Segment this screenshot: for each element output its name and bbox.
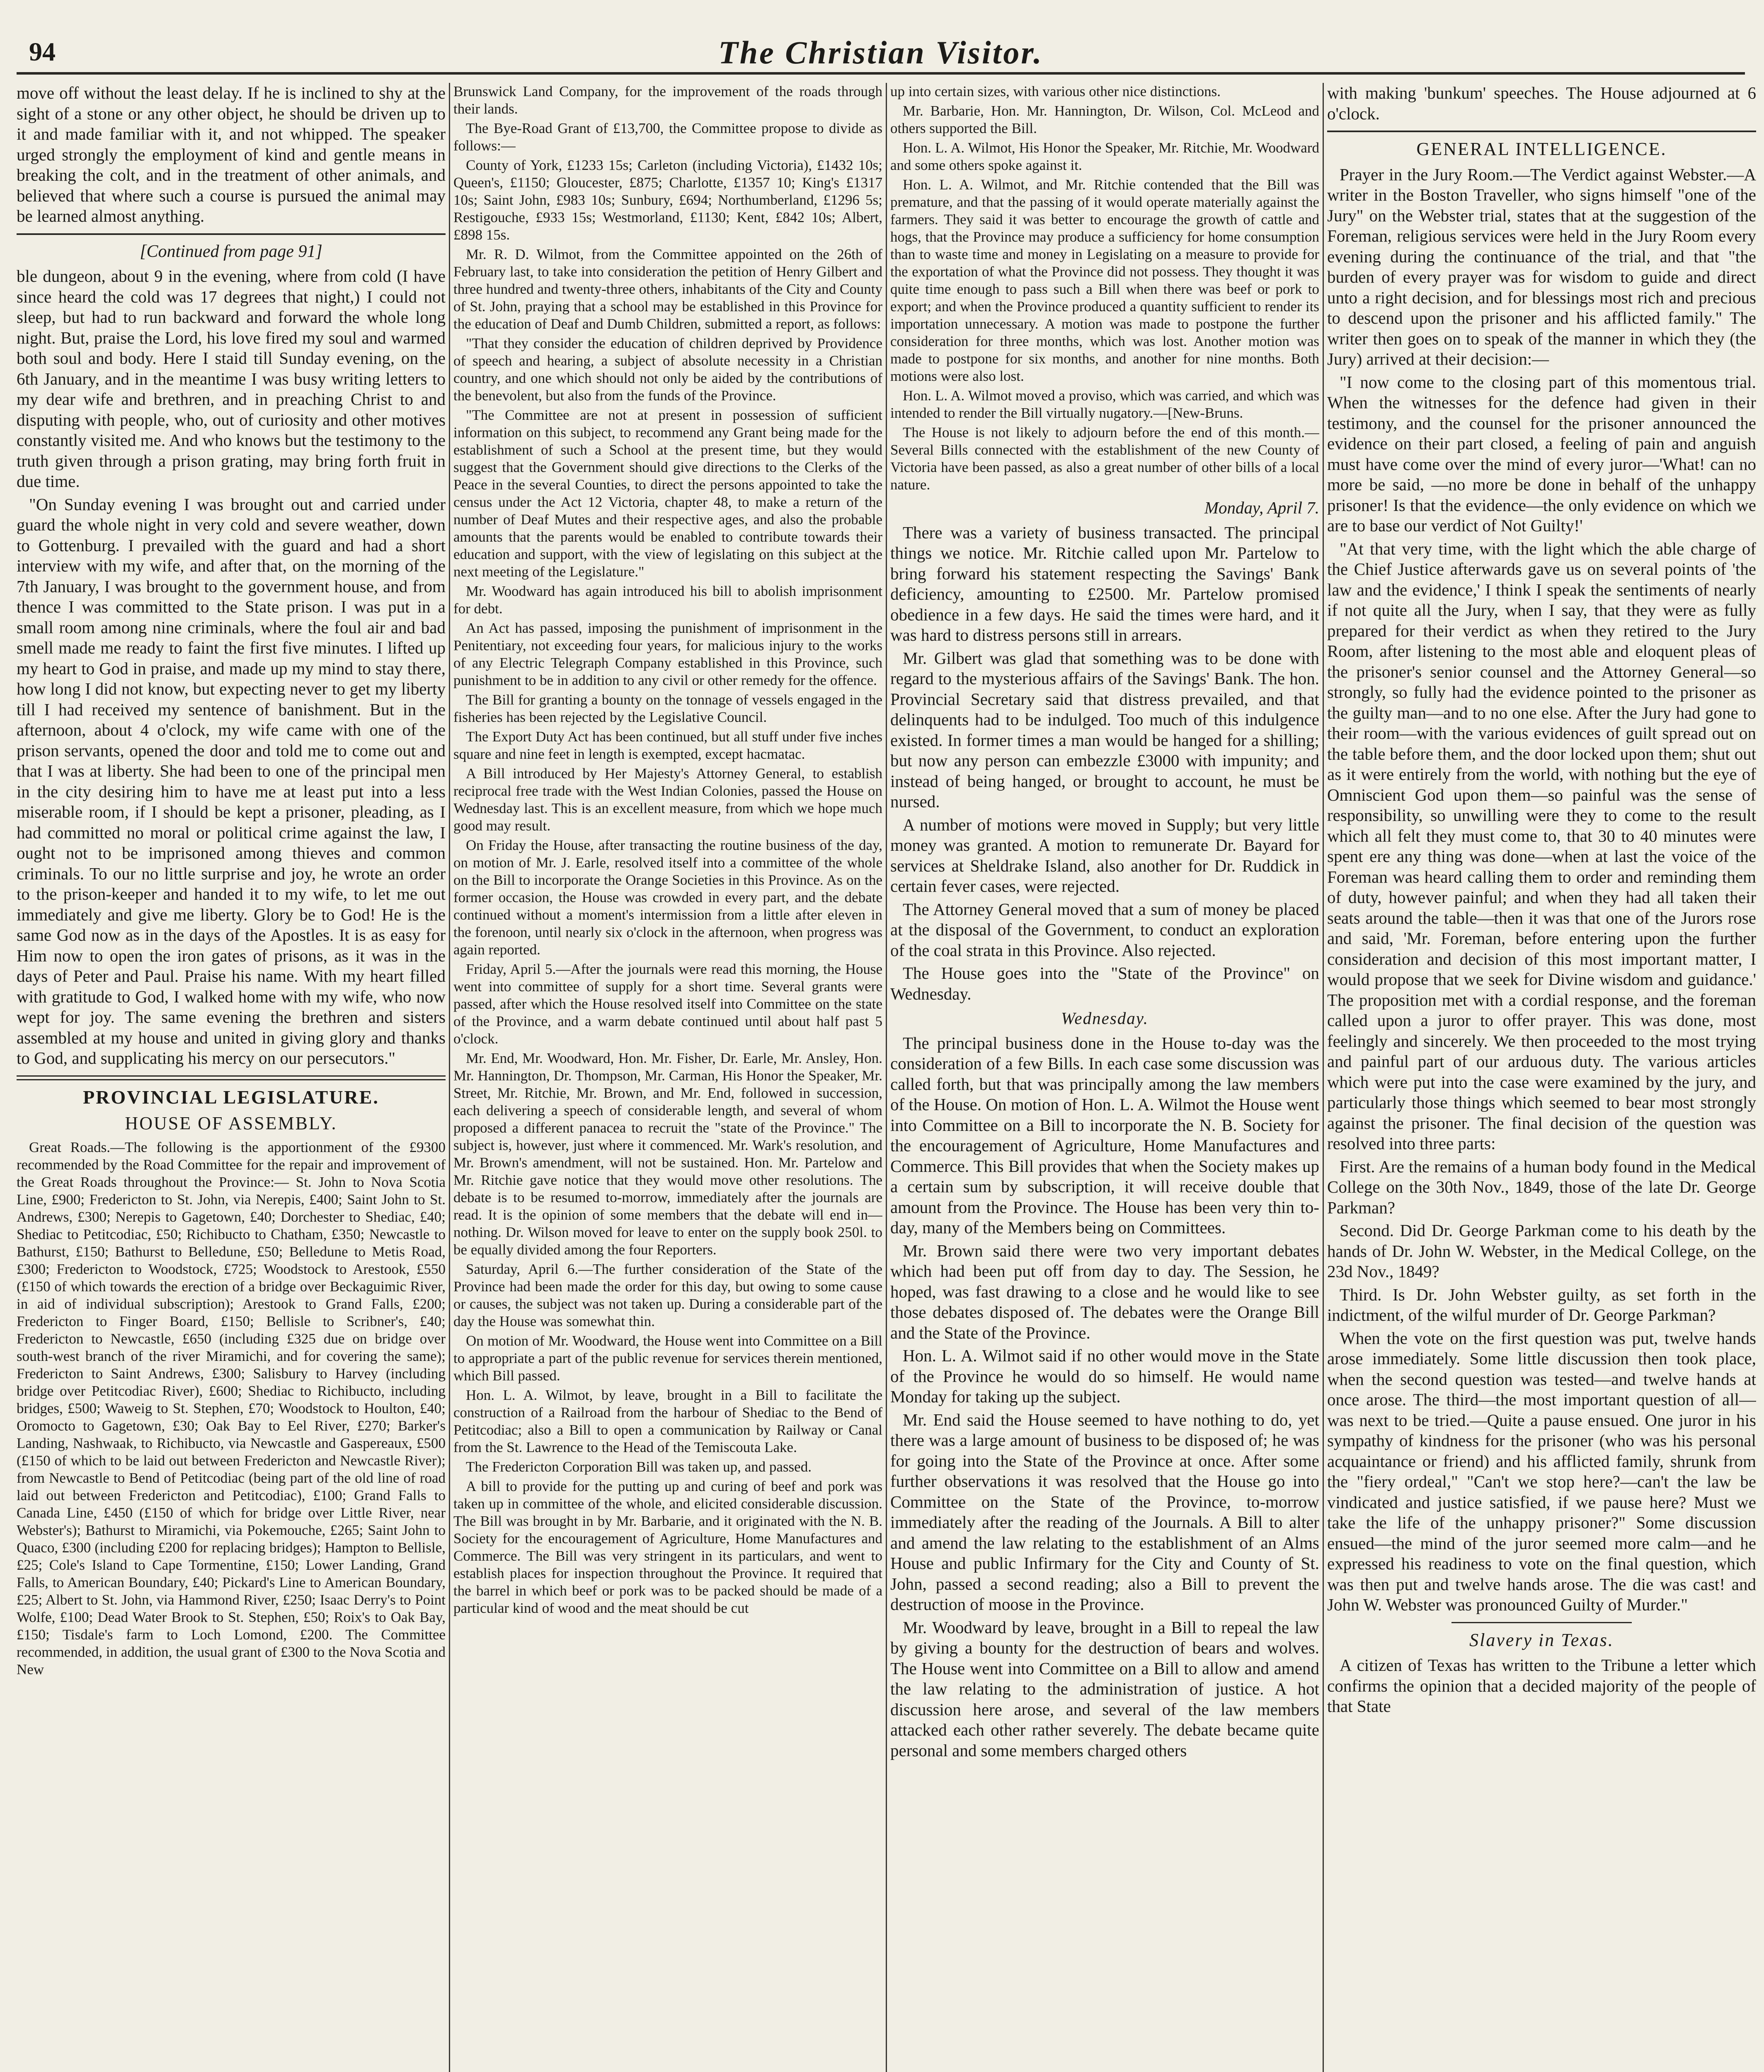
article-paragraph: move off without the least delay. If he is inclined to shy at the sight of a stone or any other object, he should be driven up to it and made familiar with it, and not whipped. The speaker urged strongly the employment of kind and gentle means in breaking the colt, and in the treatment of other animals, and believed that where such a course is pursued the animal may be learned almost anything. (17, 83, 446, 225)
page-number: 94 (29, 37, 56, 66)
column-rule (886, 83, 887, 2072)
article-paragraph: A number of motions were moved in Supply; but very little money was granted. A motion to remunerate Dr. Bayard for services at Sheldrake Island, also another for Dr. Ruddick in certain fever cases, were rejected. (890, 815, 1319, 896)
section-rule (17, 233, 446, 235)
roads-apportionment (17, 1139, 446, 1678)
article-paragraph: A Bill introduced by Her Majesty's Attorney General, to establish reciprocal free trade with the West Indian Colonies, passed the House on Wednesday last. This is an excellent measure, from which we hope much good may result. (453, 765, 882, 834)
article-paragraph: Hon. L. A. Wilmot moved a proviso, which was carried, and which was intended to render the Bill virtually nugatory.—[New-Bruns. (890, 387, 1319, 421)
article-paragraph: First. Are the remains of a human body found in the Medical College on the 30th Nov., 1849, those of the late Dr. George Parkman? (1327, 1157, 1756, 1217)
article-paragraph: Brunswick Land Company, for the improvement of the roads through their lands. (453, 83, 882, 117)
article-paragraph: Great Roads.—The following is the apportionment of the £9300 recommended by the Road Committee for the repair and improvement of the Great Roads throughout the Province:— St. John to Nova Scotia Line, £900; Fredericton to St. John, via Nerepis, £400; Saint John to St. Andrews, £300; Nerepis to Gagetown, £40; Dorchester to Shediac, £40; Shediac to Petitcodiac, £50; Richibucto to Chatham, £350; Newcastle to Bathurst, £150; Bathurst to Belledune, £50; Belledune to Metis Road, £300; Fredericton to Woodstock, £725; Woodstock to Arestook, £550 (£150 of which towards the erection of a bridge over Beckaguimic River, in aid of individual subscription); Arestook to Grand Falls, £200; Fredericton to Finger Board, £150; Bellisle to Scribner's, £40; Fredericton to Newcastle, £650 (including £325 due on bridge over south-west branch of the river Miramichi, and for covering the same); Fredericton to Saint Andrews, £300; Salisbury to Harvey (including bridge over Petitcodiac River), £600; Shediac to Richibucto, including bridges, £500; Waweig to St. Stephen, £70; Woodstock to Houlton, £40; Oromocto to Gagetown, £30; Oak Bay to Eel River, £270; Barker's Landing, Nashwaak, to Richibucto, via Newcastle and Gaspereaux, £500 (£150 of which to be laid out between Fredericton and Newcastle River); from Newcastle to Bend of Petitcodiac (being part of the old line of road laid out between Fredericton and Petitcodiac), £100; Grand Falls to Canada Line, £450 (£150 of which for bridge over Little River, near Webster's); Bathurst to Miramichi, via Pokemouche, £265; Saint John to Quaco, £300 (including £200 for replacing bridges); Hampton to Bellisle, £25; Cole's Island to Cape Tormentine, £150; Lower Landing, Grand Falls, to American Boundary, £40; Pickard's Line to American Boundary, £25; Albert to St. John, via Hammond River, £250; Isaac Derry's to Point Wolfe, £100; Dead Water Brook to St. Stephen, £50; Roix's to Oak Bay, £150; Tisdale's farm to Loch Lomond, £200. The Committee recommended, in addition, the usual grant of £300 to the Nova Scotia and New (17, 1139, 446, 1677)
article-paragraph: When the vote on the first question was put, twelve hands arose immediately. Some little discussion then took place, when the second question was tested—and twelve hands at once arose. The third—the most important question of all—was next to be tried.—Quite a pause ensued. One juror in his sympathy of kindness for the prisoner (who was his personal acquaintance or friend) and his afflicted family, shrunk from the "fiery ordeal," "Can't we stop here?—can't the law be vindicated and justice satisfied, if we pause here? Must we take the life of the unhappy prisoner?" Some discussion ensued—the mind of the juror seemed more calm—and he expressed his readiness to vote on the final question, which was then put and twelve hands arose. The die was cast! and John W. Webster was pronounced Guilty of Murder." (1327, 1328, 1756, 1614)
article-paragraph: The House is not likely to adjourn before the end of this month.—Several Bills connected with the establishment of the new County of Victoria have been passed, as also a great number of other bills of a local nature. (890, 424, 1319, 493)
section-subheading: HOUSE OF ASSEMBLY. (125, 1113, 337, 1133)
article-paragraph: Hon. L. A. Wilmot, and Mr. Ritchie contended that the Bill was premature, and that the passing of it would operate materially against the farmers. They said it was better to encourage the growth of cattle and hogs, that the Province may produce a sufficiency for home consumption than to waste time and money in Legislating on a measure to provide for the exportation of what the Province did not possess. They thought it was quite time enough to pass such a Bill when there was beef or pork to export; and when the Province produced a quantity sufficient to render its importation unnecessary. A motion was made to postpone the further consideration for three months, which was lost. Another motion was made to postpone for six months, and another for nine months. Both motions were also lost. (890, 177, 1319, 384)
article-paragraph: An Act has passed, imposing the punishment of imprisonment in the Penitentiary, not exceeding four years, for malicious injury to the works of any Electric Telegraph Company established in this Province, such punishment to be in addition to any civil or other remedy for the offence. (453, 620, 882, 688)
article-paragraph: On motion of Mr. Woodward, the House went into Committee on a Bill to appropriate a part of the public revenue for services therein mentioned, which Bill passed. (453, 1333, 882, 1384)
section-rule (1327, 131, 1756, 132)
section-rule (1451, 1622, 1632, 1623)
article-paragraph: Mr. Brown said there were two very important debates which had been put off from day to day. The Session, he hoped, was fast drawing to a close and he would like to see those debates disposed of. The debates were the Orange Bill and the State of the Province. (890, 1241, 1319, 1342)
section-heading: PROVINCIAL LEGISLATURE. (83, 1086, 379, 1108)
article-paragraph: Third. Is Dr. John Webster guilty, as set forth in the indictment, of the wilful murder of Dr. George Parkman? (1327, 1285, 1756, 1324)
article-paragraph: "At that very time, with the light which the able charge of the Chief Justice afterwards gave us on several points of 'the law and the evidence,' I think I speak the sentiments of nearly if not quite all the Jury, when I say, that they were as fully prepared for their verdict as when they retired to the Jury Room, after listening to the most able and eloquent pleas of the prisoner's senior counsel and the Attorney General—so strongly, so fully had the evidence pointed to the prisoner as the guilty man—and to no one else. After the Jury had gone to their room—with the various evidences of guilt spread out on the table before them, and the door locked upon them; shut out as it were entirely from the world, with nothing but the eye of Omniscient God upon them—so painful was the sense of responsibility, so unwilling were they to come to the result which all felt they must come to, that 30 to 40 minutes were spent ere any thing was done—when at last the voice of the Foreman was heard calling them to order and reminding them of duty, however painful; and when they had all taken their seats around the table—then it was that one of the Jurors rose and said, 'Mr. Foreman, before entering upon the further consideration and decision of this most important matter, I would propose that we seek for Divine wisdom and guidance.' The proposition met with a cordial response, and the foreman called upon a juror to offer prayer. This was done, most feelingly and sincerely. We then proceeded to the most trying and painful part of our arduous duty. The various articles which were put into the case were examined by the jury, and particularly those things which seemed to bear most strongly against the prisoner. The final decision of the question was resolved into three parts: (1327, 539, 1756, 1153)
article-paragraph: Hon. L. A. Wilmot, by leave, brought in a Bill to facilitate the construction of a Railroad from the harbour of Shediac to the Bend of Petitcodiac; also a Bill to open a communication by Railway or Canal from the St. Lawrence to the Head of the Temiscouta Lake. (453, 1387, 882, 1455)
article-paragraph: Mr. Barbarie, Hon. Mr. Hannington, Dr. Wilson, Col. McLeod and others supported the Bill. (890, 103, 1319, 136)
article-paragraph: Mr. R. D. Wilmot, from the Committee appointed on the 26th of February last, to take into consideration the petition of Henry Gilbert and three hundred and twenty-three others, inhabitants of the City and County of St. John, praying that a school may be established in this Province for the education of Deaf and Dumb Children, submitted a report, as follows: (453, 246, 882, 332)
column-2 (453, 83, 882, 2072)
article-paragraph: "I now come to the closing part of this momentous trial. When the witnesses for the defence had given in their testimony, and the counsel for the prisoner announced the evidence on their part closed, a feeling of pain and anguish must have come over the mind of every juror—'What! can no more be said, —no more be done in behalf of the unhappy prisoner! Is that the evidence—the only evidence on which we are to base our verdict of Not Guilty!' (1327, 372, 1756, 535)
article-paragraph: Mr. End, Mr. Woodward, Hon. Mr. Fisher, Dr. Earle, Mr. Ansley, Hon. Mr. Hannington, Dr. Thompson, Mr. Carman, His Honor the Speaker, Mr. Street, Mr. Ritchie, Mr. Brown, and Mr. End, followed in succession, each delivering a speech of considerable length, and several of whom proposed a different panacea to recruit the "state of the Province." The subject is, however, just where it commenced. Mr. Wark's resolution, and Mr. Brown's amendment, will not be sustained. Hon. Mr. Partelow and Mr. Ritchie gave notice that they would move other resolutions. The debate is to be resumed to-morrow, immediately after the journals are read. It is the opinion of some members that the debate will end in—nothing. Dr. Wilson moved for leave to enter on the supply book 250l. to be equally divided among the four Reporters. (453, 1050, 882, 1258)
article-paragraph: with making 'bunkum' speeches. The House adjourned at 6 o'clock. (1327, 83, 1756, 123)
section-heading: GENERAL INTELLIGENCE. (1416, 139, 1667, 159)
article-paragraph: Hon. L. A. Wilmot said if no other would move in the State of the Province he would do so himself. He would name Monday for taking up the subject. (890, 1346, 1319, 1406)
column-3 (890, 83, 1319, 2072)
column-rule (449, 83, 450, 2072)
article-paragraph: The Export Duty Act has been continued, but all stuff under five inches square and nine feet in length is exempted, except hacmatac. (453, 729, 882, 762)
article-paragraph: Mr. Gilbert was glad that something was to be done with regard to the mysterious affairs of the Savings' Bank. The hon. Provincial Secretary said that distress prevailed, and that delinquents had to be indulged. Too much of this indulgence existed. In former times a man would be hanged for a shilling; but now any person can embezzle £3000 with impunity; and instead of being hanged, or brought to account, he must be nursed. (890, 648, 1319, 811)
small-type-block (890, 83, 1319, 494)
dateline: Monday, April 7. (1204, 498, 1319, 517)
article-paragraph: Second. Did Dr. George Parkman come to his death by the hands of Dr. John W. Webster, in the Medical College, on the 23d Nov., 1849? (1327, 1221, 1756, 1281)
publication-title: The Christian Visitor. (718, 34, 1043, 70)
article-paragraph: The principal business done in the House to-day was the consideration of a few Bills. In each case some discussion was called forth, but that was principally among the law members of the House. On motion of Hon. L. A. Wilmot the House went into Committee on a Bill to incorporate the N. B. Society for the encouragement of Agriculture, Home Manufactures and Commerce. This Bill provides that when the Society makes up a certain sum by subscription, it will receive double that amount from the Province. The House has been very thin to-day, many of the Members being on Committees. (890, 1033, 1319, 1237)
article-paragraph: Mr. Woodward has again introduced his bill to abolish imprisonment for debt. (453, 583, 882, 617)
article-paragraph: A citizen of Texas has written to the Tribune a letter which confirms the opinion that a decided majority of the people of that State (1327, 1656, 1756, 1716)
article-paragraph: On Friday the House, after transacting the routine business of the day, on motion of Mr. J. Earle, resolved itself into a committee of the whole on the Bill to incorporate the Orange Societies in this Province. As on the former occasion, the House was crowded in every part, and the debate continued without a moment's intermission from a little after eleven in the forenoon, until nearly six o'clock in the afternoon, when progress was again reported. (453, 837, 882, 958)
article-paragraph: ble dungeon, about 9 in the evening, where from cold (I have since heard the cold was 17 degrees that night,) I could not sleep, but had to run backward and forward the whole long night. But, praise the Lord, his love fired my soul and warmed both soul and body. Here I staid till Sunday evening, on the 6th January, and in the meantime I was busy writing letters to my dear wife and brethren, and in preaching Christ to and disputing with people, who, out of curiosity and other motives constantly visited me. And who knows but the testimony to the truth given through a prison grating, may bring forth fruit in due time. (17, 266, 446, 491)
section-heading: Slavery in Texas. (1469, 1629, 1614, 1650)
column-4 (1327, 83, 1756, 2072)
article-paragraph: Mr. End said the House seemed to have nothing to do, yet there was a large amount of business to be disposed of; he was for going into the State of the Province at once. After some further observations it was resolved that the House go into Committee on the State of the Province, to-morrow immediately after the reading of the Journals. A Bill to alter and amend the law relating to the establishment of an Alms House and public Infirmary for the City and County of St. John, passed a second reading; also a Bill to prevent the destruction of moose in the Province. (890, 1410, 1319, 1614)
article-paragraph: Mr. Woodward by leave, brought in a Bill to repeal the law by giving a bounty for the destruction of bears and wolves. The House went into Committee on a Bill to allow and amend the law relating to the administration of justice. A hot discussion here arose, and several of the law members attacked each other rather severely. The debate became quite personal and some members charged others (890, 1617, 1319, 1760)
article-paragraph: The House goes into the "State of the Province" on Wednesday. (890, 963, 1319, 1003)
article-paragraph: Prayer in the Jury Room.—The Verdict against Webster.—A writer in the Boston Traveller, who signs himself "one of the Jury" on the Webster trial, states that at the suggestion of the Foreman, religious services were held in the Jury Room every evening during the continuance of the trial, and that "the burden of every prayer was for wisdom to guide and direct unto a right decision, and for blessings most rich and precious to descend upon the prisoner and his afflicted family." The writer then goes on to speak of the manner in which they (the Jury) arrived at their decision:— (1327, 165, 1756, 368)
section-rule (17, 1075, 446, 1080)
article-paragraph: The Bye-Road Grant of £13,700, the Committee propose to divide as follows:— (453, 120, 882, 154)
article-paragraph: Friday, April 5.—After the journals were read this morning, the House went into committee of supply for a short time. Several grants were passed, after which the House resolved itself into Committee on the state of the Province, and a warm debate continued until about half past 5 o'clock. (453, 961, 882, 1047)
column-1 (17, 83, 446, 2072)
column-rule (1323, 83, 1324, 2072)
article-paragraph: The Attorney General moved that a sum of money be placed at the disposal of the Government, to conduct an exploration of the coal strata in this Province. Also rejected. (890, 899, 1319, 960)
article-paragraph: The Bill for granting a bounty on the tonnage of vessels engaged in the fisheries has been rejected by the Legislative Council. (453, 692, 882, 725)
masthead (17, 32, 1745, 75)
article-paragraph: There was a variety of business transacted. The principal things we notice. Mr. Ritchie called upon Mr. Partelow to bring forward his statement respecting the Savings' Bank deficiency, amounting to £2500. Mr. Partelow promised obedience in a few days. He said the times were hard, and it was hard to distress persons still in arrears. (890, 523, 1319, 644)
article-paragraph: Saturday, April 6.—The further consideration of the State of the Province had been made the order for this day, but owing to some cause or causes, the subject was not taken up. During a considerable part of the day the House was somewhat thin. (453, 1261, 882, 1329)
dateline: Wednesday. (1061, 1009, 1149, 1028)
article-paragraph: A bill to provide for the putting up and curing of beef and pork was taken up in committee of the whole, and elicited considerable discussion. The Bill was brought in by Mr. Barbarie, and it originated with the N. B. Society for the encouragement of Agriculture, Home Manufactures and Commerce. The Bill was very stringent in its particulars, and went to establish places for inspection throughout the Province. It required that the barrel in which beef or pork was to be packed should be made of a particular kind of wood and the meat should be cut (453, 1478, 882, 1616)
article-paragraph: The Fredericton Corporation Bill was taken up, and passed. (466, 1459, 812, 1475)
continued-label: [Continued from page 91] (140, 242, 322, 261)
article-paragraph: Hon. L. A. Wilmot, His Honor the Speaker, Mr. Ritchie, Mr. Woodward and some others spoke against it. (890, 140, 1319, 173)
article-paragraph: up into certain sizes, with various other nice distinctions. (890, 83, 1221, 99)
article-paragraph: County of York, £1233 15s; Carleton (including Victoria), £1432 10s; Queen's, £1150; Gloucester, £875; Charlotte, £1357 10; King's £1317 10s; Saint John, £983 10s; Sunbury, £694; Northumberland, £1296 5s; Restigouche, £933 15s; Westmorland, £1130; Kent, £842 10s; Albert, £898 15s. (453, 157, 882, 243)
article-paragraph: "On Sunday evening I was brought out and carried under guard the whole night in very cold and severe weather, down to Gottenburg. I prevailed with the guard and had a short interview with my wife, and after that, on the morning of the 7th January, I was brought to the government house, and from thence I was committed to the State prison. I was put in a small room among nine criminals, where the foul air and bad smell made me ready to faint the first five minutes. I lifted up my heart to God in praise, and made up my mind to stay there, how long I did not know, but expecting never to get my liberty till I had received my sentence of banishment. But in the afternoon, about 4 o'clock, my wife came with one of the prison servants, opened the door and told me to come out and that I was at liberty. She had been to one of the principal men in the city desiring him to have me at least put into a less miserable room, if I should be kept a prisoner, pleading, as I had committed no moral or political crime against the law, I ought not to be imprisoned among thieves and common criminals. To our no little surprise and joy, he wrote an order to the prison-keeper and handed it to my wife, to let me out immediately and give me liberty. Glory be to God! He is the same God now as in the days of the Apostles. It is as easy for Him now to open the iron gates of prisons, as it was in the days of Peter and Paul. Praise his name. With my heart filled with gratitude to God, I walked home with my wife, who now wept for joy. The same evening the brethren and sisters assembled at my house and united in giving glory and thanks to God, and supplicating his mercy on our persecutors." (17, 494, 446, 1067)
article-paragraph: "The Committee are not at present in possession of sufficient information on this subject, to recommend any Grant being made for the establishment of such a School at the present time, but they would suggest that the Government should give directions to the Clerks of the Peace in the several Counties, to direct the persons appointed to take the census under the Act 12 Victoria, chapter 48, to make a return of the number of Deaf Mutes and their respective ages, and also the probable amounts that the parents would be enabled to contribute towards their education and support, with the view of legislating on this subject at the next meeting of the Legislature." (453, 407, 882, 580)
article-paragraph: "That they consider the education of children deprived by Providence of speech and hearing, a subject of absolute necessity in a Christian country, and one which should not only be aided by the contributions of the benevolent, but also from the funds of the Province. (453, 335, 882, 404)
